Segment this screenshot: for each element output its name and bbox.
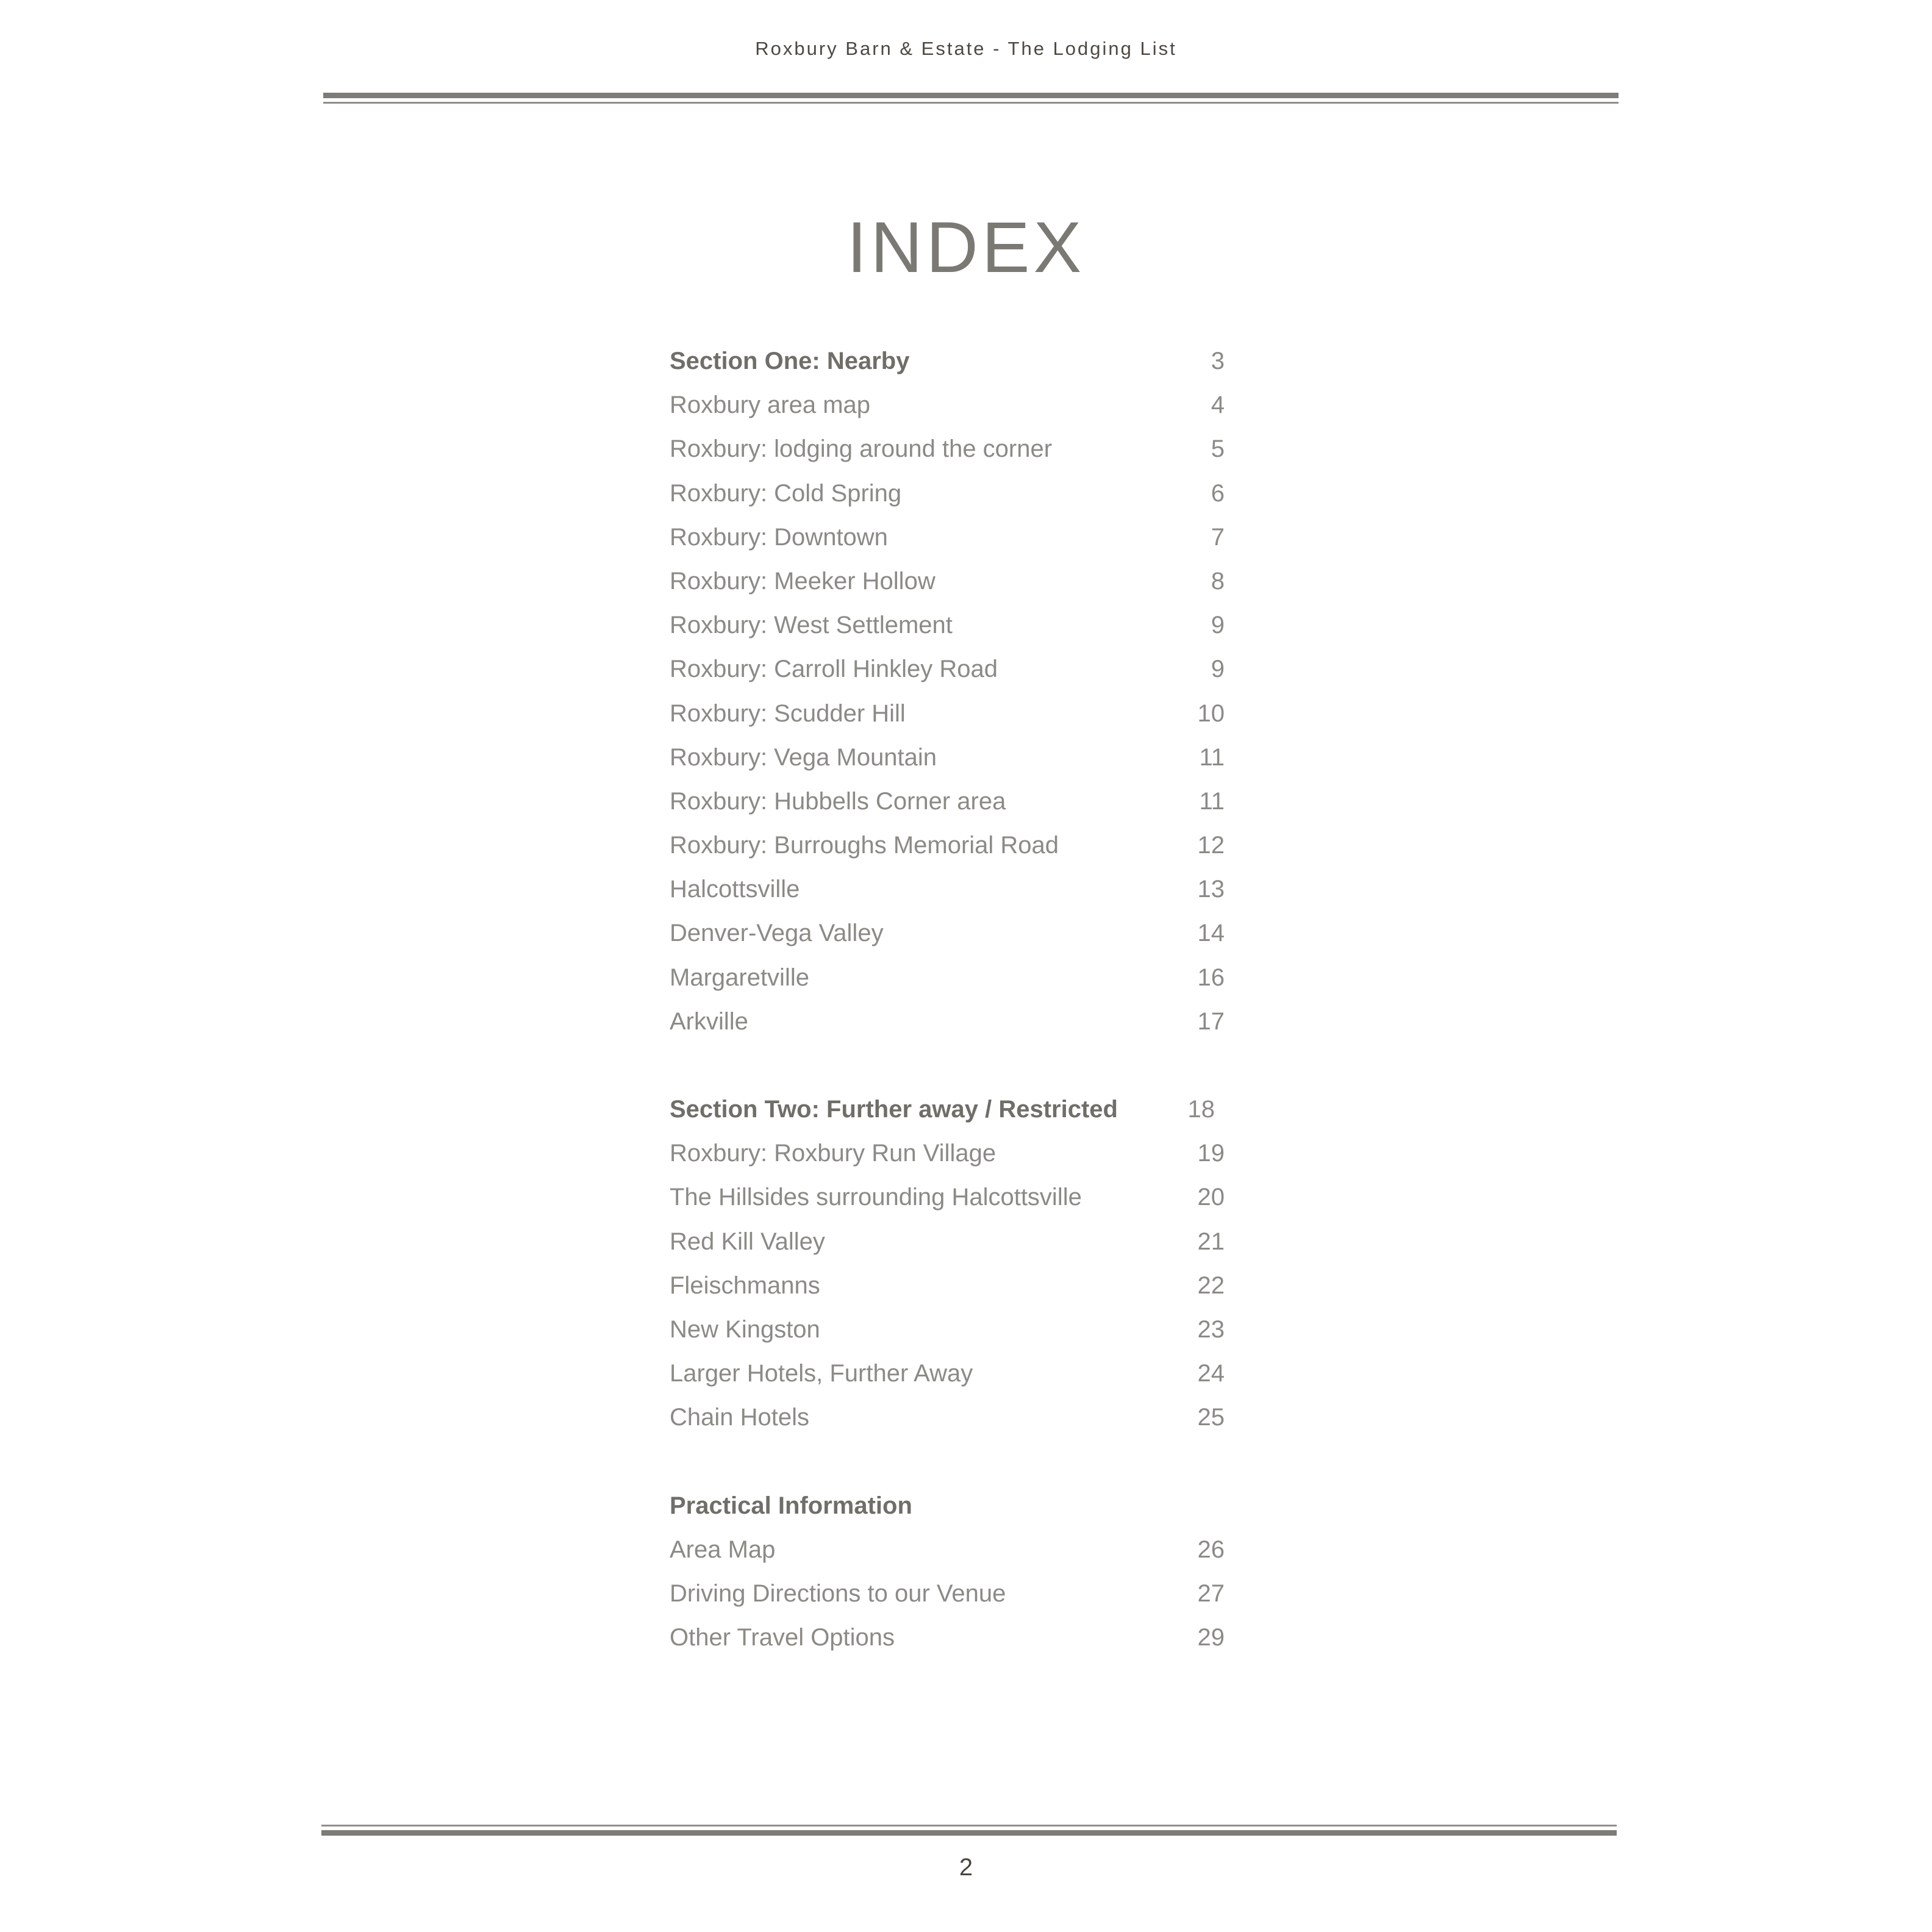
toc-entry[interactable] — [670, 911, 1243, 955]
toc-entry-page: 23 — [1197, 1315, 1225, 1343]
toc-entry[interactable] — [670, 1351, 1243, 1395]
toc-entry-page: 25 — [1197, 1404, 1225, 1431]
table-of-contents — [670, 339, 1243, 1703]
toc-entry-label: Larger Hotels, Further Away — [670, 1360, 973, 1387]
toc-section-two — [670, 1087, 1243, 1440]
toc-entry-page: 12 — [1197, 832, 1225, 859]
toc-entry-label: Roxbury: Burroughs Memorial Road — [670, 832, 1059, 859]
toc-section-one — [670, 339, 1243, 1043]
toc-entry-label: Area Map — [670, 1536, 776, 1563]
footer-rule — [321, 1825, 1617, 1836]
toc-entry[interactable] — [670, 1308, 1243, 1351]
toc-entry[interactable] — [670, 559, 1243, 603]
header-rule — [323, 93, 1619, 104]
toc-entry-label: Roxbury: Carroll Hinkley Road — [670, 656, 998, 683]
toc-entry-page: 4 — [1211, 392, 1225, 419]
toc-entry-label: Roxbury: Meeker Hollow — [670, 567, 936, 595]
toc-entry-page: 10 — [1197, 699, 1225, 727]
toc-entry-label: Arkville — [670, 1007, 748, 1035]
toc-entry-page: 11 — [1199, 743, 1225, 771]
toc-entry-page: 5 — [1211, 435, 1225, 463]
toc-heading[interactable] — [670, 1087, 1243, 1131]
toc-entry[interactable] — [670, 956, 1243, 1000]
toc-entry[interactable] — [670, 1000, 1243, 1043]
toc-heading[interactable] — [670, 339, 1243, 383]
toc-entry-label: Roxbury: lodging around the corner — [670, 435, 1053, 463]
toc-entry-page: 11 — [1199, 787, 1225, 815]
toc-entry-label: Roxbury: Downtown — [670, 523, 888, 551]
toc-heading-page: 18 — [1187, 1096, 1215, 1123]
toc-entry[interactable] — [670, 823, 1243, 867]
toc-entry[interactable] — [670, 1131, 1243, 1175]
toc-entry-page: 21 — [1197, 1228, 1225, 1255]
toc-entry[interactable] — [670, 427, 1243, 471]
toc-entry[interactable] — [670, 1264, 1243, 1308]
toc-entry[interactable] — [670, 471, 1243, 515]
toc-entry-label: Roxbury area map — [670, 392, 871, 419]
toc-entry-label: Roxbury: Scudder Hill — [670, 699, 906, 727]
page-title: INDEX — [846, 207, 1086, 288]
toc-entry[interactable] — [670, 1395, 1243, 1439]
toc-entry-label: The Hillsides surrounding Halcottsville — [670, 1184, 1082, 1211]
toc-entry-page: 19 — [1197, 1140, 1225, 1167]
toc-entry-label: Roxbury: Cold Spring — [670, 479, 902, 507]
toc-entry-page: 22 — [1197, 1272, 1225, 1299]
page-number: 2 — [959, 1854, 973, 1881]
toc-entry-page: 26 — [1197, 1536, 1225, 1563]
toc-entry[interactable] — [670, 779, 1243, 823]
toc-entry-page: 17 — [1197, 1007, 1225, 1035]
toc-entry-label: Halcottsville — [670, 876, 800, 903]
toc-entry[interactable] — [670, 1572, 1243, 1615]
toc-entry[interactable] — [670, 1615, 1243, 1659]
toc-entry-page: 16 — [1197, 964, 1225, 991]
toc-heading-page: 3 — [1211, 348, 1225, 374]
toc-entry-label: Chain Hotels — [670, 1404, 810, 1431]
toc-entry[interactable] — [670, 692, 1243, 735]
toc-entry-label: New Kingston — [670, 1315, 820, 1343]
toc-entry-label: Red Kill Valley — [670, 1228, 825, 1255]
toc-heading[interactable] — [670, 1484, 1243, 1528]
toc-entry-page: 8 — [1211, 567, 1225, 595]
toc-heading-label: Section Two: Further away / Restricted — [670, 1096, 1118, 1123]
toc-entry-label: Roxbury: Hubbells Corner area — [670, 787, 1006, 815]
toc-entry-label: Roxbury: West Settlement — [670, 612, 953, 639]
toc-entry-page: 9 — [1211, 656, 1225, 683]
toc-entry-label: Other Travel Options — [670, 1624, 895, 1651]
toc-entry-page: 13 — [1197, 876, 1225, 903]
toc-entry-page: 7 — [1211, 523, 1225, 551]
running-header: Roxbury Barn & Estate - The Lodging List — [755, 38, 1177, 59]
toc-entry[interactable] — [670, 383, 1243, 427]
toc-entry-page: 6 — [1211, 479, 1225, 507]
toc-entry-page: 14 — [1197, 920, 1225, 947]
toc-heading-label: Section One: Nearby — [670, 348, 910, 374]
toc-heading-label: Practical Information — [670, 1492, 912, 1519]
toc-entry-label: Margaretville — [670, 964, 809, 991]
toc-entry-label: Fleischmanns — [670, 1272, 820, 1299]
toc-entry-label: Roxbury: Vega Mountain — [670, 743, 937, 771]
toc-section-practical — [670, 1484, 1243, 1660]
toc-entry[interactable] — [670, 867, 1243, 911]
toc-entry[interactable] — [670, 647, 1243, 691]
toc-entry-page: 20 — [1197, 1184, 1225, 1211]
toc-entry-page: 29 — [1197, 1624, 1225, 1651]
toc-entry[interactable] — [670, 515, 1243, 559]
toc-entry[interactable] — [670, 1175, 1243, 1219]
toc-entry[interactable] — [670, 603, 1243, 647]
toc-entry[interactable] — [670, 1528, 1243, 1572]
toc-entry-page: 9 — [1211, 612, 1225, 639]
toc-entry-label: Roxbury: Roxbury Run Village — [670, 1140, 996, 1167]
toc-entry-label: Driving Directions to our Venue — [670, 1580, 1006, 1607]
toc-entry-label: Denver-Vega Valley — [670, 920, 884, 947]
toc-entry-page: 27 — [1197, 1580, 1225, 1607]
toc-entry-page: 24 — [1197, 1360, 1225, 1387]
toc-entry[interactable] — [670, 1220, 1243, 1264]
toc-entry[interactable] — [670, 735, 1243, 779]
